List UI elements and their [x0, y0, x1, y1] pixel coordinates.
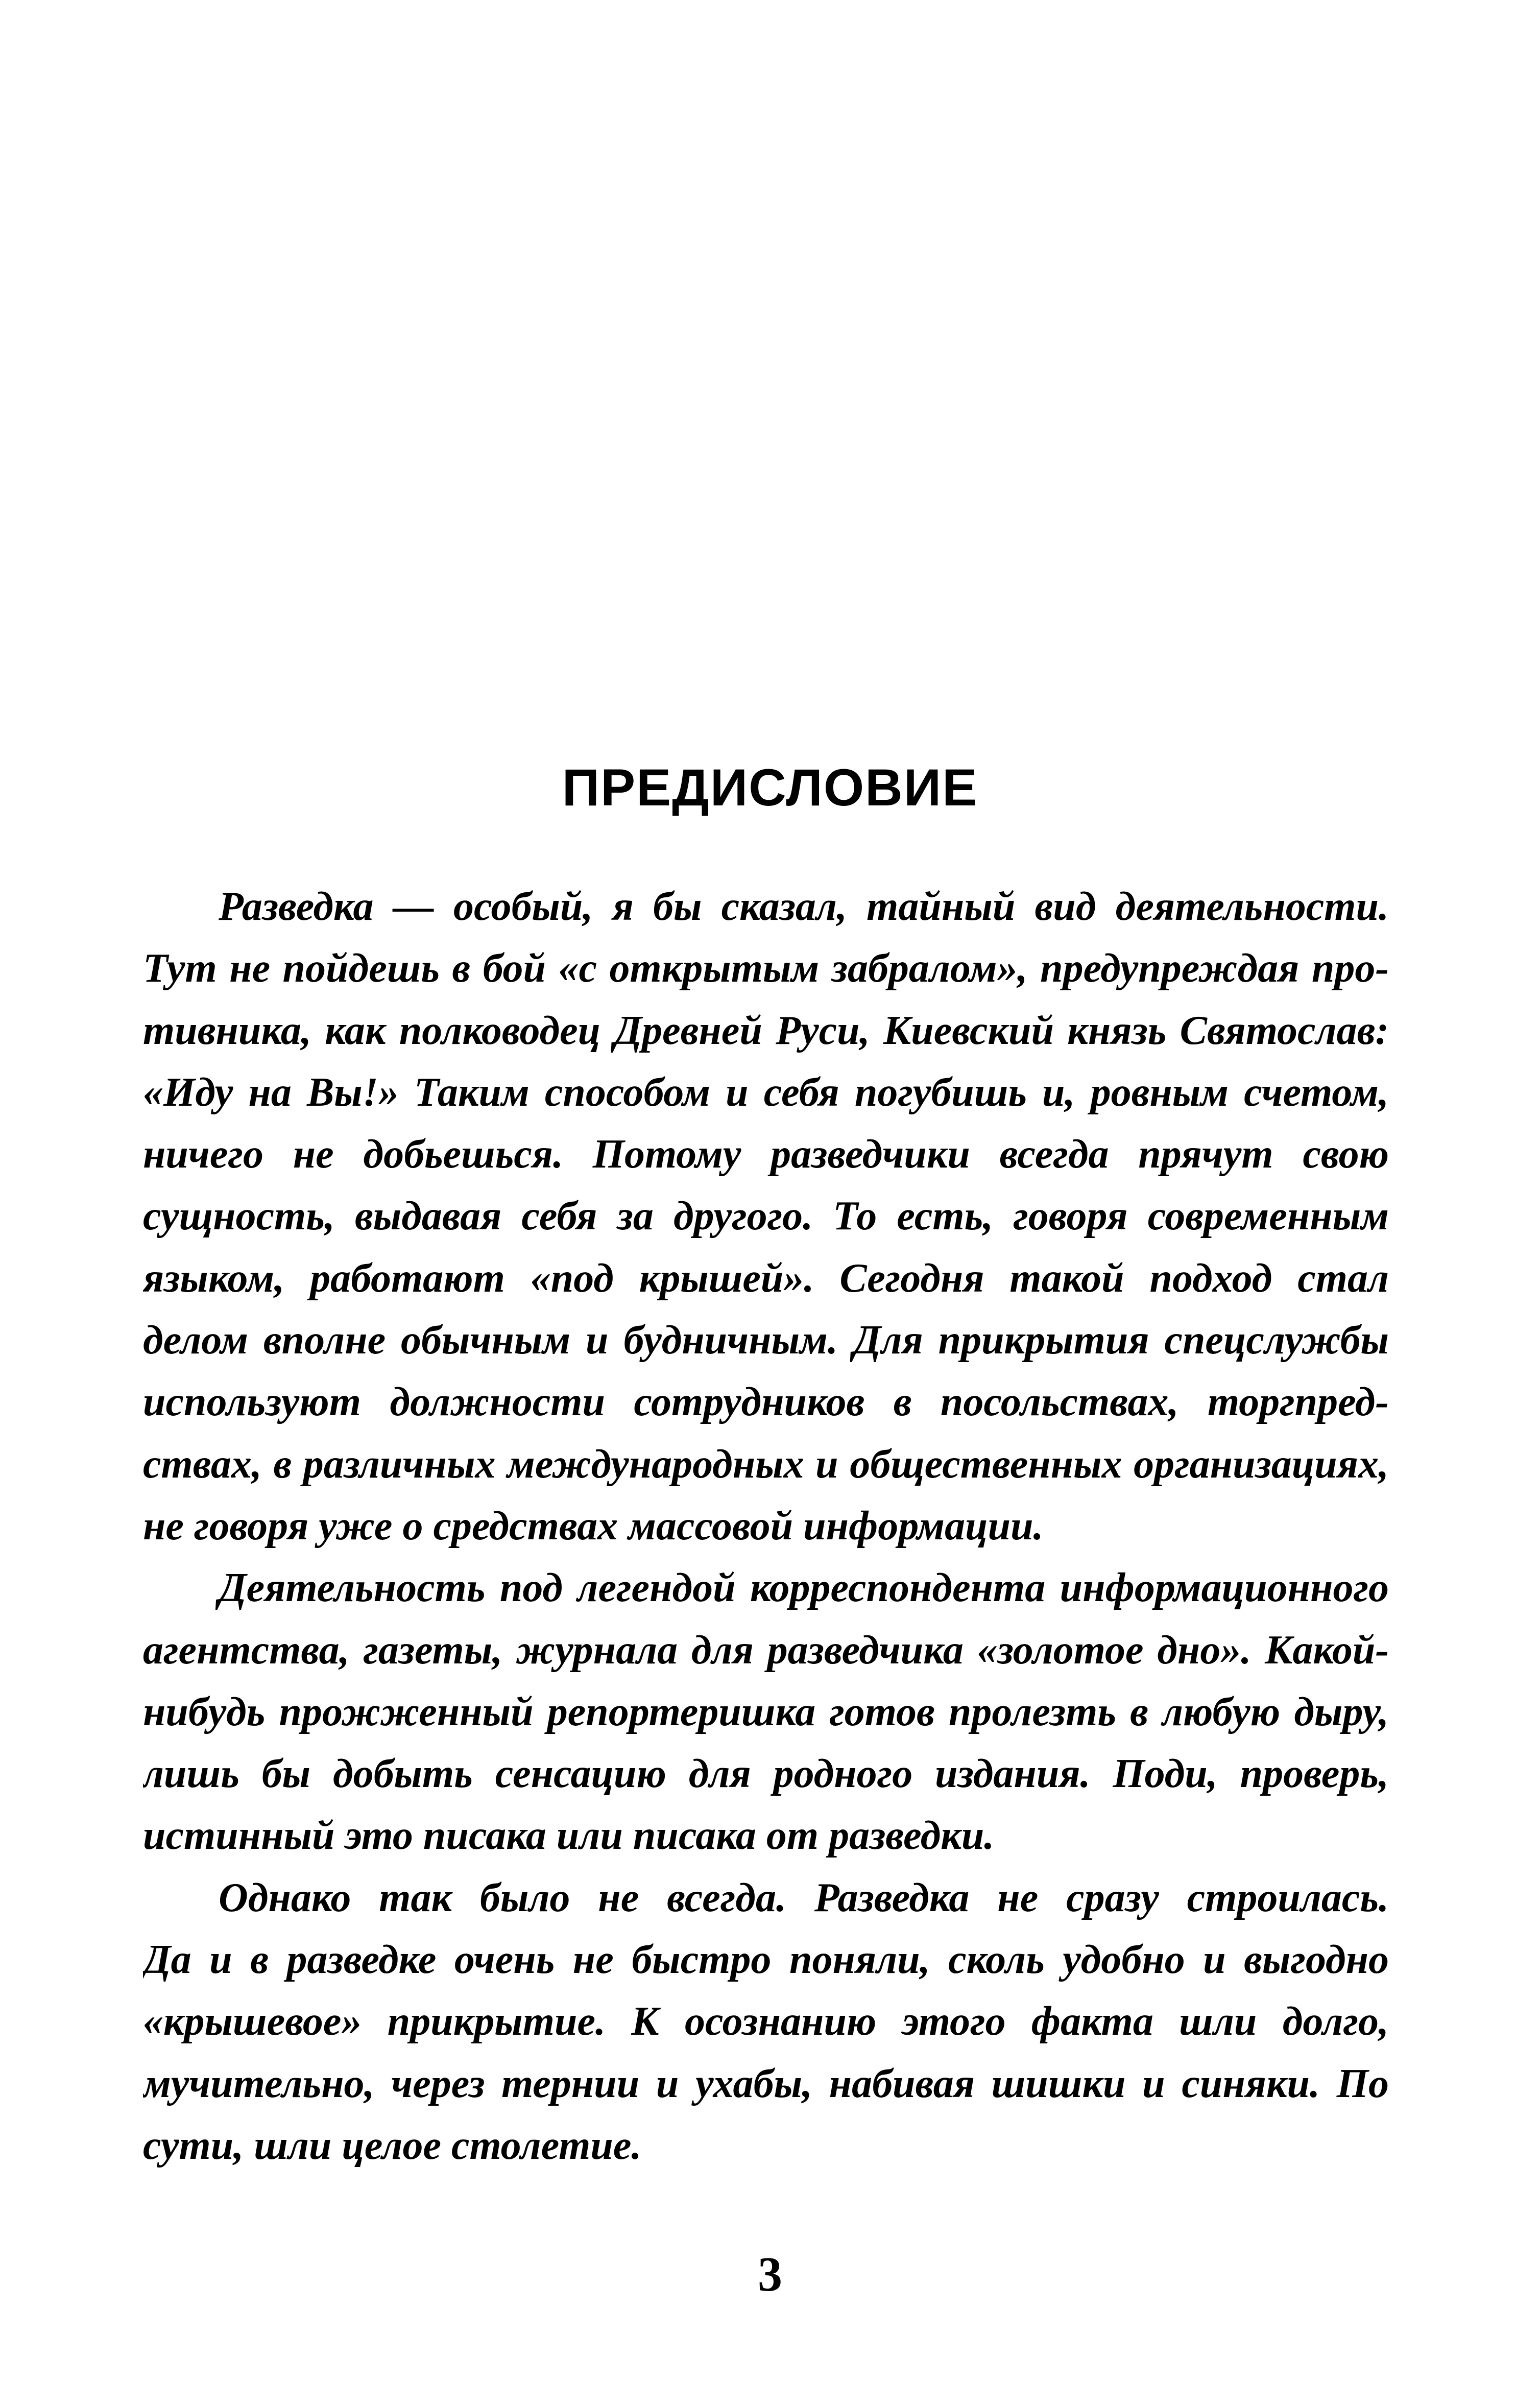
- text-line: ничего не добьешься. Потому разведчики всегда прячут свою: [143, 1132, 1389, 1177]
- paragraph-2: [143, 1557, 1389, 1867]
- paragraph-1: [143, 876, 1389, 1557]
- text-line: «крышевое» прикрытие. К осознанию этого факта шли долго,: [143, 1999, 1389, 2044]
- text-line: делом вполне обычным и будничным. Для прикрытия спецслужбы: [143, 1318, 1389, 1363]
- paragraph-3: [143, 1867, 1389, 2177]
- text-line: мучительно, через тернии и ухабы, набивая шишки и синяки. По: [143, 2061, 1389, 2106]
- text-line: ствах, в различных международных и общественных организациях,: [143, 1441, 1389, 1487]
- page-number: 3: [758, 2247, 782, 2301]
- text-line: сущность, выдавая себя за другого. То есть, говоря современным: [143, 1194, 1389, 1239]
- chapter-heading: ПРЕДИСЛОВИЕ: [562, 758, 978, 817]
- text-line: «Иду на Вы!» Таким способом и себя погубишь и, ровным счетом,: [143, 1069, 1389, 1115]
- text-line: сути, шли целое столетие.: [143, 2123, 642, 2168]
- text-line: Однако так было не всегда. Разведка не сразу строилась.: [219, 1875, 1389, 1920]
- text-line: языком, работают «под крышей». Сегодня такой подход стал: [143, 1255, 1389, 1301]
- text-line: Тут не пойдешь в бой «с открытым забралом», предупреждая про-: [143, 946, 1389, 991]
- body-text: [143, 876, 1389, 2177]
- text-line: Да и в разведке очень не быстро поняли, сколь удобно и выгодно: [143, 1937, 1389, 1983]
- text-line: используют должности сотрудников в посольствах, торгпред-: [143, 1379, 1389, 1425]
- text-line: Деятельность под легендой корреспондента информационного: [219, 1565, 1389, 1611]
- text-line: не говоря уже о средствах массовой информации.: [143, 1503, 1044, 1549]
- text-line: лишь бы добыть сенсацию для родного издания. Поди, проверь,: [143, 1751, 1389, 1797]
- text-line: Разведка — особый, я бы сказал, тайный вид деятельности.: [219, 884, 1389, 929]
- text-line: тивника, как полководец Древней Руси, Киевский князь Святослав:: [143, 1008, 1389, 1053]
- text-line: агентства, газеты, журнала для разведчика «золотое дно». Какой-: [143, 1627, 1389, 1673]
- text-line: истинный это писака или писака от разведки.: [143, 1813, 995, 1859]
- text-line: нибудь прожженный репортеришка готов пролезть в любую дыру,: [143, 1689, 1389, 1734]
